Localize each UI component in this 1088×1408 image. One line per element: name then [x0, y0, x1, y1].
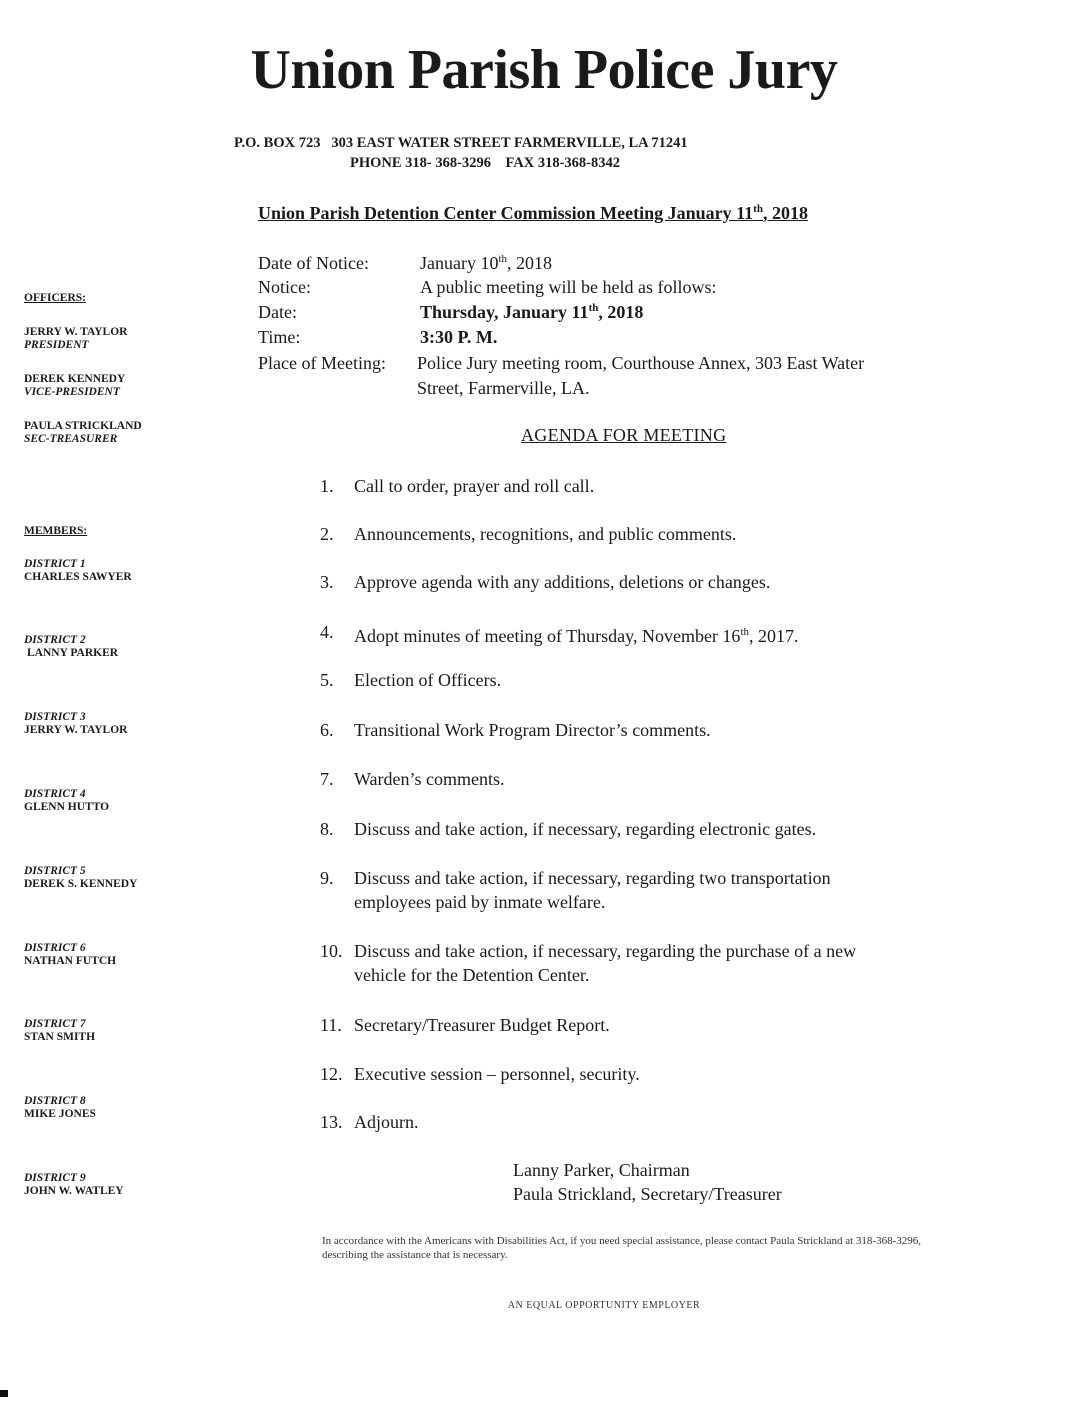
agenda-item-text-year: , 2017.: [749, 626, 799, 646]
date-of-notice-value: [420, 253, 552, 274]
member-name: CHARLES SAWYER: [24, 571, 132, 583]
agenda-item-number: 3.: [320, 572, 334, 592]
agenda-item: [320, 767, 980, 791]
agenda-item: [320, 1062, 980, 1086]
agenda-item-number: 6.: [320, 720, 334, 740]
officer-name: DEREK KENNEDY: [24, 373, 126, 385]
agenda-item-number: 9.: [320, 868, 334, 888]
officers-heading: OFFICERS:: [24, 292, 86, 304]
member-entry: [24, 1172, 124, 1198]
place-label: Place of Meeting:: [258, 353, 386, 373]
meeting-title-year: , 2018: [762, 203, 808, 223]
date-value-sup: th: [588, 302, 599, 314]
agenda-item-text-line1: Discuss and take action, if necessary, regarding two transportation: [354, 868, 831, 888]
agenda-item: [320, 570, 980, 594]
officer-entry: [24, 420, 142, 446]
chairman-signature: Lanny Parker, Chairman: [513, 1160, 690, 1180]
meeting-title-text: Union Parish Detention Center Commission Meeting January 11: [258, 203, 754, 223]
agenda-item-text: Discuss and take action, if necessary, regarding electronic gates.: [354, 819, 817, 839]
agenda-item-text: Election of Officers.: [354, 670, 502, 690]
agenda-item-sup: th: [740, 626, 749, 638]
member-name: JOHN W. WATLEY: [24, 1185, 124, 1197]
time-label: Time:: [258, 327, 301, 347]
agenda-item-number: 7.: [320, 769, 334, 789]
member-entry: [24, 1018, 95, 1044]
officer-role: VICE-PRESIDENT: [24, 386, 120, 398]
member-name: LANNY PARKER: [27, 647, 119, 659]
members-heading: MEMBERS:: [24, 525, 88, 537]
date-of-notice-sup: th: [498, 253, 508, 265]
agenda-item-text-main: Adopt minutes of meeting of Thursday, November 16: [354, 626, 741, 646]
member-name: GLENN HUTTO: [24, 801, 110, 813]
agenda-item-number: 2.: [320, 524, 334, 544]
agenda-item-text-line1: Discuss and take action, if necessary, regarding the purchase of a new: [354, 941, 857, 961]
agenda-item-text: Secretary/Treasurer Budget Report.: [354, 1015, 610, 1035]
agenda-item: [320, 939, 980, 987]
agenda-item: [320, 718, 980, 742]
agenda-item-number: 11.: [320, 1015, 342, 1035]
officer-role: PRESIDENT: [24, 339, 89, 351]
member-entry: [24, 711, 127, 737]
agenda-item-number: 12.: [320, 1064, 343, 1084]
officer-entry: [24, 326, 127, 352]
member-entry: [24, 865, 137, 891]
time-value: 3:30 P. M.: [420, 327, 498, 347]
agenda-item-number: 4.: [320, 622, 334, 642]
page-title: Union Parish Police Jury: [250, 39, 838, 101]
place-value-line2: Street, Farmerville, LA.: [417, 378, 590, 398]
agenda-item: [320, 474, 980, 498]
agenda-item: [320, 1013, 980, 1037]
member-district: DISTRICT 6: [24, 942, 86, 954]
agenda-title: AGENDA FOR MEETING: [521, 425, 727, 445]
member-name: JERRY W. TAYLOR: [24, 724, 128, 736]
date-value: [420, 302, 643, 323]
member-name: DEREK S. KENNEDY: [24, 878, 138, 890]
member-name: STAN SMITH: [24, 1031, 96, 1043]
secretary-signature: Paula Strickland, Secretary/Treasurer: [513, 1184, 782, 1204]
phone-fax-line: PHONE 318- 368-3296 FAX 318-368-8342: [350, 155, 620, 171]
member-entry: [24, 1095, 96, 1121]
agenda-item-text: Executive session – personnel, security.: [354, 1064, 640, 1084]
date-value-text: Thursday, January 11: [420, 302, 589, 322]
member-name: NATHAN FUTCH: [24, 955, 117, 967]
scan-edge-mark: [0, 1390, 8, 1397]
agenda-item-text: [354, 620, 980, 648]
officer-name: PAULA STRICKLAND: [24, 420, 142, 432]
date-of-notice-year: , 2018: [507, 253, 553, 273]
meeting-title-sup: th: [753, 203, 763, 215]
member-entry: [24, 558, 132, 584]
date-of-notice-label: Date of Notice:: [258, 253, 369, 273]
place-value-line1: Police Jury meeting room, Courthouse Annex, 303 East Water: [417, 353, 865, 373]
agenda-item-text: Call to order, prayer and roll call.: [354, 476, 595, 496]
officer-name: JERRY W. TAYLOR: [24, 326, 128, 338]
member-district: DISTRICT 4: [24, 788, 86, 800]
date-of-notice-text: January 10: [420, 253, 499, 273]
agenda-item: [320, 817, 980, 841]
member-entry: [24, 942, 116, 968]
member-district: DISTRICT 3: [24, 711, 86, 723]
agenda-item-text: Approve agenda with any additions, deletions or changes.: [354, 572, 771, 592]
notice-label: Notice:: [258, 277, 311, 297]
date-label: Date:: [258, 302, 297, 322]
agenda-item-number: 5.: [320, 670, 334, 690]
member-district: DISTRICT 8: [24, 1095, 86, 1107]
agenda-item-number: 1.: [320, 476, 334, 496]
agenda-item-text-line2: vehicle for the Detention Center.: [354, 965, 590, 985]
officer-role: SEC-TREASURER: [24, 433, 118, 445]
officer-entry: [24, 373, 125, 399]
agenda-item: [320, 1110, 980, 1134]
date-value-year: , 2018: [598, 302, 644, 322]
agenda-item-text: Announcements, recognitions, and public comments.: [354, 524, 737, 544]
member-entry: [24, 788, 109, 814]
agenda-item-number: 8.: [320, 819, 334, 839]
agenda-item-number: 10.: [320, 941, 343, 961]
member-name: MIKE JONES: [24, 1108, 96, 1120]
ada-notice: In accordance with the Americans with Disabilities Act, if you need special assistance, please contact Paula Strickland at 318-368-3296, describing the assistance that is necessary.: [322, 1235, 922, 1261]
agenda-item: [320, 620, 980, 648]
equal-opportunity-footer: AN EQUAL OPPORTUNITY EMPLOYER: [507, 1300, 701, 1311]
notice-value: A public meeting will be held as follows:: [420, 277, 717, 297]
agenda-item-text: Adjourn.: [354, 1112, 419, 1132]
member-district: DISTRICT 5: [24, 865, 86, 877]
member-district: DISTRICT 7: [24, 1018, 86, 1030]
member-district: DISTRICT 9: [24, 1172, 86, 1184]
agenda-item-text: Transitional Work Program Director’s comments.: [354, 720, 711, 740]
agenda-item-text: Warden’s comments.: [354, 769, 505, 789]
meeting-title: [258, 203, 808, 224]
member-district: DISTRICT 2: [24, 634, 86, 646]
agenda-item: [320, 866, 980, 914]
address-line: P.O. BOX 723 303 EAST WATER STREET FARMERVILLE, LA 71241: [234, 135, 688, 151]
agenda-item: [320, 522, 980, 546]
member-entry: [24, 634, 118, 660]
agenda-item-number: 13.: [320, 1112, 343, 1132]
agenda-item: [320, 668, 980, 692]
agenda-item-text-line2: employees paid by inmate welfare.: [354, 892, 606, 912]
member-district: DISTRICT 1: [24, 558, 86, 570]
